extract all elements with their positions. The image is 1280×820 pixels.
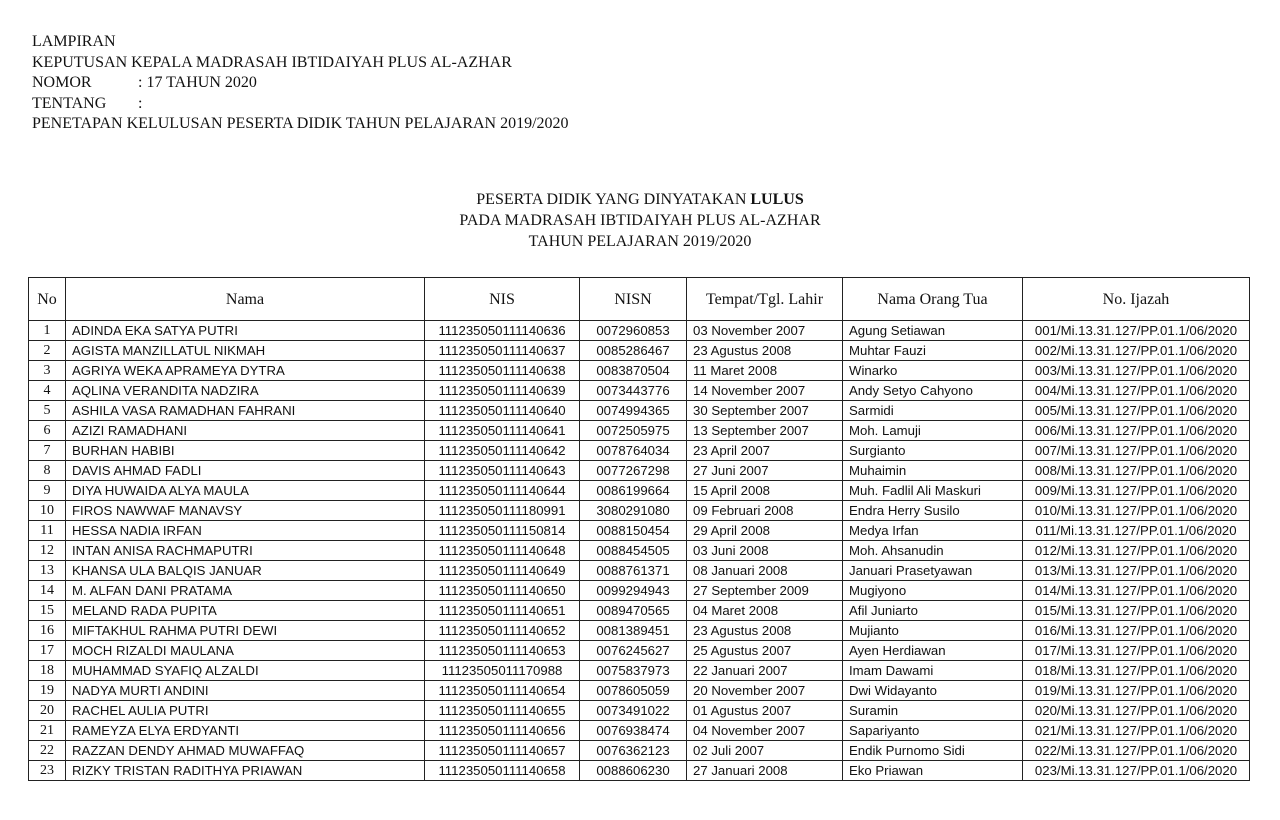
cell-nisn: 0085286467	[580, 341, 687, 361]
tentang-value: :	[138, 94, 143, 112]
cell-tempat-tgl-lahir: 08 Januari 2008	[687, 561, 843, 581]
cell-nama-orang-tua: Suramin	[843, 701, 1023, 721]
cell-nama: INTAN ANISA RACHMAPUTRI	[66, 541, 425, 561]
cell-no: 23	[29, 761, 66, 781]
cell-nama: RACHEL AULIA PUTRI	[66, 701, 425, 721]
column-header-no: No	[29, 278, 66, 321]
cell-nama: AZIZI RAMADHANI	[66, 421, 425, 441]
table-row	[29, 521, 1250, 541]
header-tentang	[32, 94, 569, 115]
cell-tempat-tgl-lahir: 25 Agustus 2007	[687, 641, 843, 661]
table-row	[29, 361, 1250, 381]
cell-nama-orang-tua: Mujianto	[843, 621, 1023, 641]
table-row	[29, 681, 1250, 701]
cell-nama-orang-tua: Agung Setiawan	[843, 321, 1023, 341]
cell-nisn: 0088454505	[580, 541, 687, 561]
column-header-nama: Nama	[66, 278, 425, 321]
cell-nama: NADYA MURTI ANDINI	[66, 681, 425, 701]
cell-tempat-tgl-lahir: 04 November 2007	[687, 721, 843, 741]
cell-nis: 111235050111140650	[425, 581, 580, 601]
cell-nis: 111235050111180991	[425, 501, 580, 521]
cell-nis: 111235050111140642	[425, 441, 580, 461]
cell-tempat-tgl-lahir: 02 Juli 2007	[687, 741, 843, 761]
cell-no: 16	[29, 621, 66, 641]
cell-nisn: 3080291080	[580, 501, 687, 521]
cell-no-ijazah: 001/Mi.13.31.127/PP.01.1/06/2020	[1023, 321, 1250, 341]
cell-nis: 111235050111140641	[425, 421, 580, 441]
cell-tempat-tgl-lahir: 04 Maret 2008	[687, 601, 843, 621]
cell-nama-orang-tua: Muhtar Fauzi	[843, 341, 1023, 361]
cell-no: 5	[29, 401, 66, 421]
cell-no-ijazah: 013/Mi.13.31.127/PP.01.1/06/2020	[1023, 561, 1250, 581]
cell-no: 11	[29, 521, 66, 541]
cell-no-ijazah: 007/Mi.13.31.127/PP.01.1/06/2020	[1023, 441, 1250, 461]
cell-tempat-tgl-lahir: 29 April 2008	[687, 521, 843, 541]
cell-nis: 111235050111140653	[425, 641, 580, 661]
table-row	[29, 761, 1250, 781]
cell-no: 1	[29, 321, 66, 341]
cell-tempat-tgl-lahir: 14 November 2007	[687, 381, 843, 401]
cell-tempat-tgl-lahir: 27 Januari 2008	[687, 761, 843, 781]
cell-tempat-tgl-lahir: 22 Januari 2007	[687, 661, 843, 681]
table-row	[29, 561, 1250, 581]
cell-nama: KHANSA ULA BALQIS JANUAR	[66, 561, 425, 581]
cell-nis: 111235050111140644	[425, 481, 580, 501]
cell-nama: MOCH RIZALDI MAULANA	[66, 641, 425, 661]
table-row	[29, 461, 1250, 481]
cell-nisn: 0076362123	[580, 741, 687, 761]
cell-nama: RAZZAN DENDY AHMAD MUWAFFAQ	[66, 741, 425, 761]
cell-tempat-tgl-lahir: 13 September 2007	[687, 421, 843, 441]
cell-nama: MIFTAKHUL RAHMA PUTRI DEWI	[66, 621, 425, 641]
cell-no-ijazah: 014/Mi.13.31.127/PP.01.1/06/2020	[1023, 581, 1250, 601]
cell-nisn: 0076245627	[580, 641, 687, 661]
heading-line-1-prefix: PESERTA DIDIK YANG DINYATAKAN	[476, 191, 751, 208]
cell-tempat-tgl-lahir: 20 November 2007	[687, 681, 843, 701]
table-row	[29, 341, 1250, 361]
cell-nis: 111235050111140639	[425, 381, 580, 401]
cell-no: 18	[29, 661, 66, 681]
cell-no: 19	[29, 681, 66, 701]
column-header-nis: NIS	[425, 278, 580, 321]
heading-line-2: PADA MADRASAH IBTIDAIYAH PLUS AL-AZHAR	[459, 212, 821, 229]
cell-no-ijazah: 016/Mi.13.31.127/PP.01.1/06/2020	[1023, 621, 1250, 641]
table-row	[29, 501, 1250, 521]
table-row	[29, 601, 1250, 621]
cell-no-ijazah: 012/Mi.13.31.127/PP.01.1/06/2020	[1023, 541, 1250, 561]
cell-nisn: 0078605059	[580, 681, 687, 701]
cell-no-ijazah: 020/Mi.13.31.127/PP.01.1/06/2020	[1023, 701, 1250, 721]
cell-nama: RAMEYZA ELYA ERDYANTI	[66, 721, 425, 741]
cell-nisn: 0074994365	[580, 401, 687, 421]
header-nomor	[32, 73, 569, 94]
table-row	[29, 641, 1250, 661]
cell-no-ijazah: 005/Mi.13.31.127/PP.01.1/06/2020	[1023, 401, 1250, 421]
cell-nama-orang-tua: Muh. Fadlil Ali Maskuri	[843, 481, 1023, 501]
cell-tempat-tgl-lahir: 30 September 2007	[687, 401, 843, 421]
cell-no-ijazah: 006/Mi.13.31.127/PP.01.1/06/2020	[1023, 421, 1250, 441]
cell-nama: ADINDA EKA SATYA PUTRI	[66, 321, 425, 341]
table-row	[29, 741, 1250, 761]
cell-no: 10	[29, 501, 66, 521]
cell-nis: 11123505011170988	[425, 661, 580, 681]
cell-nama-orang-tua: Winarko	[843, 361, 1023, 381]
cell-nis: 111235050111140640	[425, 401, 580, 421]
cell-nis: 111235050111140658	[425, 761, 580, 781]
cell-nama-orang-tua: Endik Purnomo Sidi	[843, 741, 1023, 761]
cell-no-ijazah: 011/Mi.13.31.127/PP.01.1/06/2020	[1023, 521, 1250, 541]
cell-nama-orang-tua: Ayen Herdiawan	[843, 641, 1023, 661]
table-row	[29, 401, 1250, 421]
cell-nisn: 0081389451	[580, 621, 687, 641]
nomor-label: NOMOR	[32, 74, 92, 92]
cell-no-ijazah: 023/Mi.13.31.127/PP.01.1/06/2020	[1023, 761, 1250, 781]
cell-no: 3	[29, 361, 66, 381]
table-row	[29, 441, 1250, 461]
cell-no-ijazah: 021/Mi.13.31.127/PP.01.1/06/2020	[1023, 721, 1250, 741]
cell-no-ijazah: 009/Mi.13.31.127/PP.01.1/06/2020	[1023, 481, 1250, 501]
cell-nama-orang-tua: Medya Irfan	[843, 521, 1023, 541]
cell-nisn: 0099294943	[580, 581, 687, 601]
heading-line-3: TAHUN PELAJARAN 2019/2020	[528, 233, 752, 250]
cell-no: 2	[29, 341, 66, 361]
table-row	[29, 481, 1250, 501]
cell-no: 4	[29, 381, 66, 401]
table-body	[29, 321, 1250, 781]
cell-nama: AQLINA VERANDITA NADZIRA	[66, 381, 425, 401]
cell-no-ijazah: 002/Mi.13.31.127/PP.01.1/06/2020	[1023, 341, 1250, 361]
cell-nisn: 0072505975	[580, 421, 687, 441]
heading-lulus: LULUS	[750, 191, 804, 208]
cell-nama: RIZKY TRISTAN RADITHYA PRIAWAN	[66, 761, 425, 781]
cell-nama: MELAND RADA PUPITA	[66, 601, 425, 621]
cell-no: 8	[29, 461, 66, 481]
column-header-no-ijazah: No. Ijazah	[1023, 278, 1250, 321]
column-header-nama-orang-tua: Nama Orang Tua	[843, 278, 1023, 321]
cell-nama: MUHAMMAD SYAFIQ ALZALDI	[66, 661, 425, 681]
cell-nama-orang-tua: Afil Juniarto	[843, 601, 1023, 621]
cell-tempat-tgl-lahir: 27 September 2009	[687, 581, 843, 601]
cell-no: 17	[29, 641, 66, 661]
cell-nis: 111235050111140643	[425, 461, 580, 481]
table-row	[29, 621, 1250, 641]
cell-nama: M. ALFAN DANI PRATAMA	[66, 581, 425, 601]
cell-nis: 111235050111140648	[425, 541, 580, 561]
cell-tempat-tgl-lahir: 03 November 2007	[687, 321, 843, 341]
cell-nama-orang-tua: Moh. Lamuji	[843, 421, 1023, 441]
cell-no-ijazah: 010/Mi.13.31.127/PP.01.1/06/2020	[1023, 501, 1250, 521]
cell-nama-orang-tua: Mugiyono	[843, 581, 1023, 601]
column-header-tempat-tgl-lahir: Tempat/Tgl. Lahir	[687, 278, 843, 321]
cell-nis: 111235050111140638	[425, 361, 580, 381]
cell-nama-orang-tua: Endra Herry Susilo	[843, 501, 1023, 521]
cell-nama-orang-tua: Dwi Widayanto	[843, 681, 1023, 701]
cell-nisn: 0088761371	[580, 561, 687, 581]
cell-tempat-tgl-lahir: 23 Agustus 2008	[687, 341, 843, 361]
nomor-value: : 17 TAHUN 2020	[138, 74, 257, 92]
cell-nisn: 0076938474	[580, 721, 687, 741]
cell-no: 12	[29, 541, 66, 561]
cell-nis: 111235050111140652	[425, 621, 580, 641]
cell-nisn: 0089470565	[580, 601, 687, 621]
cell-no: 6	[29, 421, 66, 441]
cell-nis: 111235050111140649	[425, 561, 580, 581]
cell-no: 14	[29, 581, 66, 601]
cell-nisn: 0077267298	[580, 461, 687, 481]
table-row	[29, 661, 1250, 681]
cell-no: 22	[29, 741, 66, 761]
cell-tempat-tgl-lahir: 01 Agustus 2007	[687, 701, 843, 721]
header-lampiran: LAMPIRAN	[32, 33, 116, 50]
cell-no-ijazah: 015/Mi.13.31.127/PP.01.1/06/2020	[1023, 601, 1250, 621]
heading-line-1	[0, 189, 1280, 210]
cell-nisn: 0088606230	[580, 761, 687, 781]
table-row	[29, 421, 1250, 441]
column-header-nisn: NISN	[580, 278, 687, 321]
cell-nama-orang-tua: Sapariyanto	[843, 721, 1023, 741]
cell-nisn: 0086199664	[580, 481, 687, 501]
cell-nama: HESSA NADIA IRFAN	[66, 521, 425, 541]
cell-nama-orang-tua: Eko Priawan	[843, 761, 1023, 781]
cell-nis: 111235050111140657	[425, 741, 580, 761]
cell-nis: 111235050111150814	[425, 521, 580, 541]
cell-nis: 111235050111140656	[425, 721, 580, 741]
cell-tempat-tgl-lahir: 23 Agustus 2008	[687, 621, 843, 641]
cell-nama: BURHAN HABIBI	[66, 441, 425, 461]
cell-tempat-tgl-lahir: 15 April 2008	[687, 481, 843, 501]
cell-no: 13	[29, 561, 66, 581]
cell-no-ijazah: 008/Mi.13.31.127/PP.01.1/06/2020	[1023, 461, 1250, 481]
cell-nisn: 0073443776	[580, 381, 687, 401]
table-row	[29, 321, 1250, 341]
table-row	[29, 541, 1250, 561]
cell-nama-orang-tua: Januari Prasetyawan	[843, 561, 1023, 581]
document-heading	[0, 189, 1280, 252]
cell-nis: 111235050111140655	[425, 701, 580, 721]
table-row	[29, 581, 1250, 601]
cell-no-ijazah: 018/Mi.13.31.127/PP.01.1/06/2020	[1023, 661, 1250, 681]
cell-nama-orang-tua: Andy Setyo Cahyono	[843, 381, 1023, 401]
cell-tempat-tgl-lahir: 09 Februari 2008	[687, 501, 843, 521]
cell-tempat-tgl-lahir: 11 Maret 2008	[687, 361, 843, 381]
header-penetapan: PENETAPAN KELULUSAN PESERTA DIDIK TAHUN PELAJARAN 2019/2020	[32, 115, 569, 133]
cell-tempat-tgl-lahir: 27 Juni 2007	[687, 461, 843, 481]
cell-nis: 111235050111140637	[425, 341, 580, 361]
table-row	[29, 381, 1250, 401]
cell-nisn: 0072960853	[580, 321, 687, 341]
cell-nisn: 0078764034	[580, 441, 687, 461]
table-header-row	[29, 278, 1250, 321]
cell-nis: 111235050111140636	[425, 321, 580, 341]
document-header	[32, 32, 569, 135]
cell-tempat-tgl-lahir: 03 Juni 2008	[687, 541, 843, 561]
table-row	[29, 701, 1250, 721]
cell-no-ijazah: 004/Mi.13.31.127/PP.01.1/06/2020	[1023, 381, 1250, 401]
cell-no-ijazah: 017/Mi.13.31.127/PP.01.1/06/2020	[1023, 641, 1250, 661]
cell-nama: DIYA HUWAIDA ALYA MAULA	[66, 481, 425, 501]
cell-no: 21	[29, 721, 66, 741]
cell-nama: FIROS NAWWAF MANAVSY	[66, 501, 425, 521]
cell-nama: AGISTA MANZILLATUL NIKMAH	[66, 341, 425, 361]
cell-nama: DAVIS AHMAD FADLI	[66, 461, 425, 481]
cell-nama-orang-tua: Muhaimin	[843, 461, 1023, 481]
cell-nama-orang-tua: Surgianto	[843, 441, 1023, 461]
cell-nama-orang-tua: Moh. Ahsanudin	[843, 541, 1023, 561]
cell-nama: ASHILA VASA RAMADHAN FAHRANI	[66, 401, 425, 421]
tentang-label: TENTANG	[32, 94, 107, 112]
cell-no: 7	[29, 441, 66, 461]
cell-nama-orang-tua: Imam Dawami	[843, 661, 1023, 681]
cell-nis: 111235050111140651	[425, 601, 580, 621]
cell-tempat-tgl-lahir: 23 April 2007	[687, 441, 843, 461]
cell-nisn: 0075837973	[580, 661, 687, 681]
cell-nisn: 0083870504	[580, 361, 687, 381]
cell-nama-orang-tua: Sarmidi	[843, 401, 1023, 421]
cell-nama: AGRIYA WEKA APRAMEYA DYTRA	[66, 361, 425, 381]
header-keputusan: KEPUTUSAN KEPALA MADRASAH IBTIDAIYAH PLUS AL-AZHAR	[32, 53, 512, 71]
cell-nis: 111235050111140654	[425, 681, 580, 701]
cell-nisn: 0073491022	[580, 701, 687, 721]
cell-nisn: 0088150454	[580, 521, 687, 541]
cell-no: 15	[29, 601, 66, 621]
table-row	[29, 721, 1250, 741]
cell-no: 9	[29, 481, 66, 501]
cell-no-ijazah: 019/Mi.13.31.127/PP.01.1/06/2020	[1023, 681, 1250, 701]
cell-no-ijazah: 022/Mi.13.31.127/PP.01.1/06/2020	[1023, 741, 1250, 761]
cell-no: 20	[29, 701, 66, 721]
graduates-table	[28, 277, 1250, 781]
cell-no-ijazah: 003/Mi.13.31.127/PP.01.1/06/2020	[1023, 361, 1250, 381]
